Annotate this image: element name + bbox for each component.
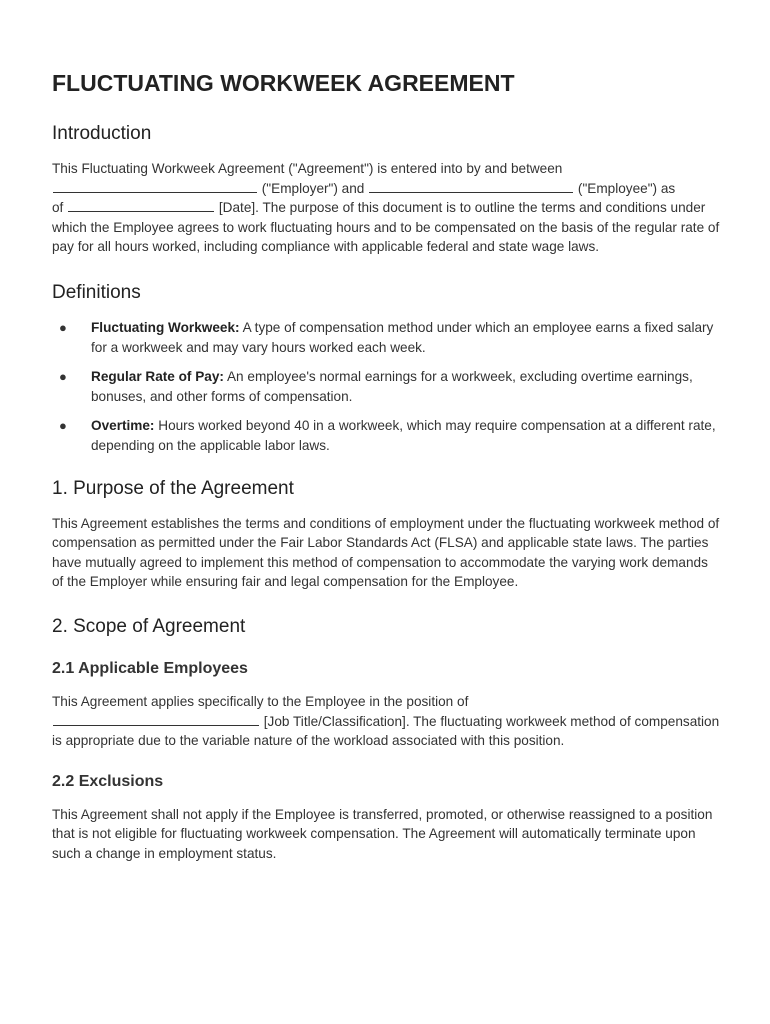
scope-heading: 2. Scope of Agreement (52, 615, 246, 637)
list-item (52, 416, 722, 455)
intro-of: of (52, 200, 64, 216)
applicable-rest: compensation is appropriate due to the variable nature of the workload associated with this position. (52, 713, 720, 749)
definition-text: A type of compensation method under which an employee earns a fixed salary for a workweek and may vary hours worked each week. (91, 319, 714, 355)
applicable-job: [Job Title/Classification]. The fluctuating workweek method of (263, 713, 631, 729)
definition-term: Regular Rate of Pay: (91, 369, 224, 385)
definition-term: Fluctuating Workweek: (91, 319, 240, 335)
list-item (52, 367, 722, 406)
intro-employer: ("Employer") and (261, 180, 365, 196)
definitions-heading: Definitions (52, 281, 141, 303)
definition-text: Hours worked beyond 40 in a workweek, which may require compensation at a different rate, depending on the applicable labor laws. (91, 418, 716, 453)
introduction-heading: Introduction (52, 123, 152, 144)
definition-text: An employee's normal earnings for a workweek, excluding overtime earnings, bonuses, and other forms of compensation. (91, 369, 693, 404)
applicable-employees-heading: 2.1 Applicable Employees (52, 659, 248, 677)
intro-rest: conditions under which the Employee agrees to work fluctuating hours and to be compensated on the basis of the regular rate of pay for all hours worked, including compliance with applicable federal and state wage laws. (52, 200, 720, 255)
definition-term: Overtime: (91, 418, 155, 434)
intro-date: [Date]. The purpose of this document is to outline the terms and (218, 200, 602, 216)
applicable-lead: This Agreement applies specifically to the Employee in the position of (52, 693, 469, 709)
employer-blank[interactable] (53, 180, 257, 193)
job-title-blank[interactable] (53, 713, 259, 726)
exclusions-paragraph: This Agreement shall not apply if the Employee is transferred, promoted, or otherwise reassigned to a position that is not eligible for fluctuating workweek compensation. The Agreement will automatically terminate upon such a change in employment status. (52, 806, 713, 861)
bullet-icon: ● (59, 369, 67, 385)
document-page (52, 70, 722, 863)
employee-blank[interactable] (369, 180, 573, 193)
exclusions-heading: 2.2 Exclusions (52, 772, 164, 790)
introduction-paragraph (52, 159, 722, 257)
intro-line-1: This Fluctuating Workweek Agreement ("Agreement") is entered into by and between (52, 161, 563, 176)
date-blank[interactable] (68, 199, 214, 212)
applicable-employees-paragraph (52, 692, 722, 751)
definitions-list (52, 318, 722, 456)
purpose-heading: 1. Purpose of the Agreement (52, 477, 294, 499)
bullet-icon: ● (59, 418, 67, 434)
list-item (52, 318, 722, 357)
intro-employee: ("Employee") as (577, 180, 676, 196)
purpose-paragraph: This Agreement establishes the terms and conditions of employment under the fluctuating workweek method of compensation as permitted under the Fair Labor Standards Act (FLSA) and applicable state laws. The parties have mutually agreed to implement this method of compensation to accommodate the varying work demands of the Employer while ensuring fair and legal compensation for the Employee. (52, 515, 720, 590)
bullet-icon: ● (59, 319, 67, 335)
document-title: FLUCTUATING WORKWEEK AGREEMENT (52, 70, 515, 96)
